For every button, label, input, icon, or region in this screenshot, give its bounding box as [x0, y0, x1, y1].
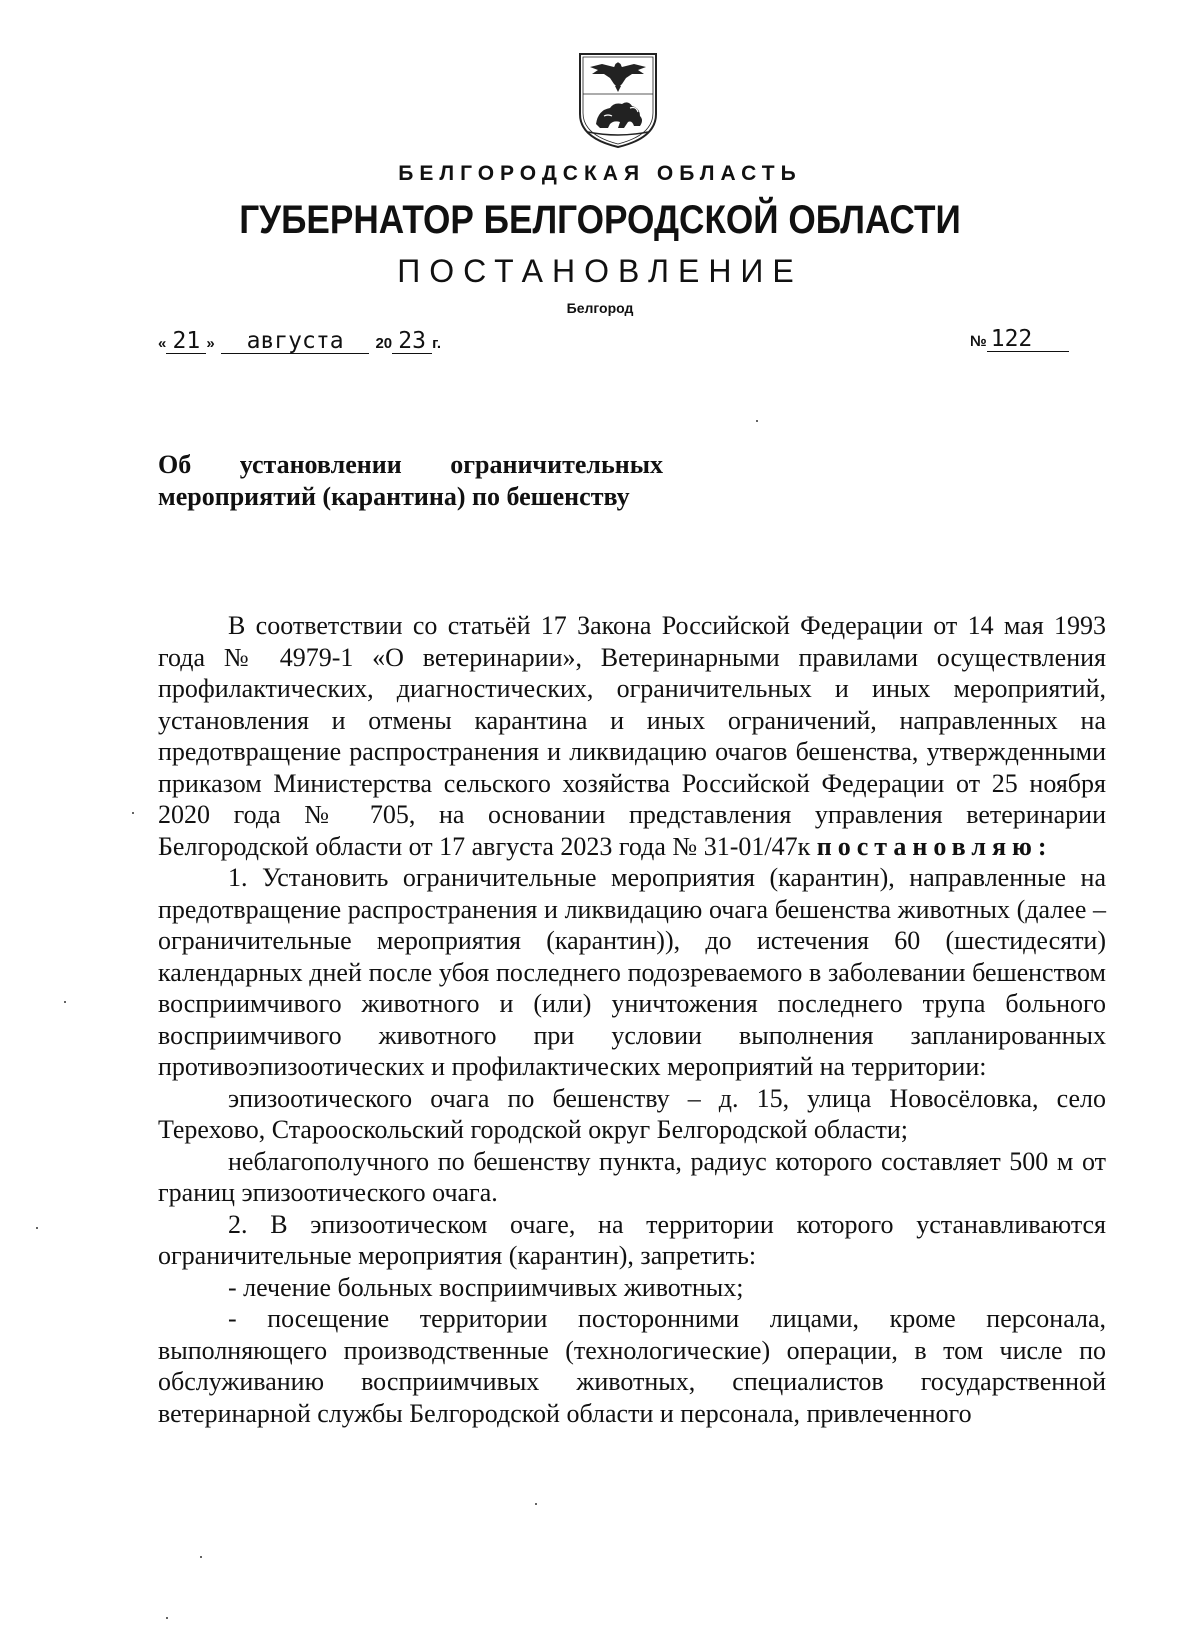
scan-speck	[132, 812, 134, 814]
scan-speck	[535, 1503, 537, 1505]
number-value: 122	[987, 327, 1069, 352]
date-month: августа	[221, 329, 369, 354]
body-paragraph: 2. В эпизоотическом очаге, на территории которого устанавливаются ограничительные мероприятия (карантин), запретить:	[158, 1209, 1106, 1270]
decree-word: постановляю:	[816, 831, 1053, 861]
authority-title: ГУБЕРНАТОР БЕЛГОРОДСКОЙ ОБЛАСТИ	[239, 198, 961, 242]
scan-speck	[64, 1001, 66, 1003]
decree-subject: Об установлении ограничительных мероприятий (карантина) по бешенству	[158, 450, 663, 511]
date-close-quote: »	[206, 335, 215, 352]
scan-speck	[756, 420, 758, 422]
region-title: БЕЛГОРОДСКАЯ ОБЛАСТЬ	[398, 162, 802, 185]
decree-number	[970, 327, 1069, 352]
date-day: 21	[166, 329, 206, 354]
preamble-text: В соответствии со статьёй 17 Закона Российской Федерации от 14 мая 1993 года № 4979-1 «О ветеринарии», Ветеринарными правилами осуществления профилактических, диагностических, ограничительных и иных мероприятий, установления и отмены карантина и иных ограничений, направленных на предотвращение распространения и ликвидацию очагов бешенства, утвержденными приказом Министерства сельского хозяйства Российской Федерации от 25 ноября 2020 года № 705, на основании представления управления ветеринарии Белгородской области от 17 августа 2023 года № 31-01/47к	[158, 611, 1106, 861]
body-paragraph: неблагополучного по бешенству пункта, радиус которого составляет 500 м от границ эпизоотического очага.	[158, 1146, 1106, 1207]
scan-speck	[200, 1556, 202, 1558]
date-year-prefix: 20	[375, 335, 393, 352]
date-year-suffix: 23	[392, 329, 432, 354]
document-type: ПОСТАНОВЛЕНИЕ	[397, 253, 803, 289]
body-paragraph: 1. Установить ограничительные мероприятия (карантин), направленные на предотвращение распространения и ликвидацию очага бешенства животных (далее – ограничительные мероприятия (карантин)), до истечения 60 (шестидесяти) календарных дней после убоя последнего подозреваемого в заболевании бешенством восприимчивого животного и (или) уничтожения последнего трупа больного восприимчивого животного при условии выполнения запланированных противоэпизоотических и профилактических мероприятий на территории:	[158, 863, 1106, 1081]
coat-of-arms-icon	[574, 50, 662, 150]
date-open-quote: «	[158, 335, 167, 352]
decree-date	[158, 327, 441, 354]
scan-speck	[36, 1227, 38, 1229]
date-year-abbr: г.	[432, 335, 442, 352]
body-paragraph: эпизоотического очага по бешенству – д. 15, улица Новосёловка, село Терехово, Старооскольский городской округ Белгородской области;	[158, 1083, 1106, 1144]
decree-body	[158, 610, 1106, 1429]
body-paragraph	[158, 610, 1106, 862]
body-paragraph: - посещение территории посторонними лицами, кроме персонала, выполняющего производственные (технологические) операции, в том числе по обслуживанию восприимчивых животных, специалистов государственной ветеринарной службы Белгородской области и персонала, привлеченного	[158, 1304, 1106, 1428]
scan-speck	[166, 1617, 168, 1619]
city-name: Белгород	[566, 300, 634, 316]
body-paragraph: - лечение больных восприимчивых животных;	[228, 1272, 744, 1302]
number-label: №	[970, 333, 987, 350]
